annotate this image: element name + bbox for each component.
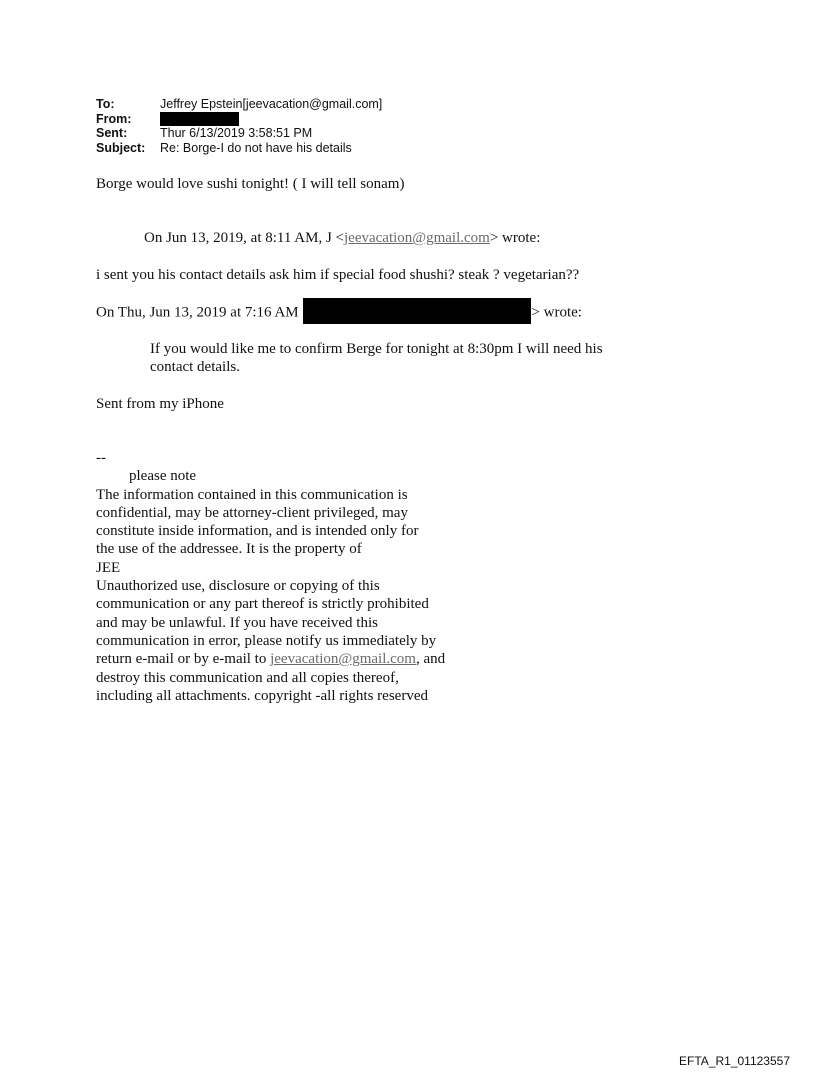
sent-value: Thur 6/13/2019 3:58:51 PM bbox=[160, 126, 313, 140]
disclaimer bbox=[96, 449, 445, 705]
body-line-contact: i sent you his contact details ask him if special food shushi? steak ? vegetarian?? bbox=[96, 267, 580, 283]
redaction-box bbox=[160, 112, 239, 126]
email-line-prefix: return e-mail or by e-mail to bbox=[96, 651, 271, 668]
subject-row bbox=[96, 141, 382, 156]
sent-row bbox=[96, 126, 382, 141]
to-label: To: bbox=[96, 97, 115, 111]
sent-from-signature: Sent from my iPhone bbox=[96, 396, 224, 412]
quote2-suffix: > wrote: bbox=[531, 304, 582, 321]
quote-header-1 bbox=[144, 229, 540, 247]
disclaimer-note: please note bbox=[129, 468, 197, 485]
quote1-prefix: On Jun 13, 2019, at 8:11 AM, J < bbox=[144, 230, 344, 246]
email-link[interactable]: jeevacation@gmail.com bbox=[344, 230, 490, 246]
from-row bbox=[96, 112, 382, 127]
disclaimer-email-line bbox=[96, 650, 445, 668]
quote-header-2 bbox=[96, 302, 582, 324]
subject-value: Re: Borge-I do not have his details bbox=[160, 140, 352, 155]
disclaimer-line: the use of the addressee. It is the property of bbox=[96, 541, 362, 558]
disclaimer-line: communication in error, please notify us immediately by bbox=[96, 632, 437, 649]
disclaimer-line: Unauthorized use, disclosure or copying of this bbox=[96, 578, 380, 595]
sent-label: Sent: bbox=[96, 126, 128, 140]
disclaimer-line: and may be unlawful. If you have received this bbox=[96, 614, 378, 631]
email-line-suffix: , and bbox=[415, 651, 446, 668]
disclaimer-line: destroy this communication and all copies thereof, bbox=[96, 669, 399, 686]
disclaimer-line: JEE bbox=[96, 559, 121, 576]
body-line-reply: Borge would love sushi tonight! ( I will tell sonam) bbox=[96, 176, 405, 192]
quoted-line-1: If you would like me to confirm Berge for tonight at 8:30pm I will need his bbox=[150, 341, 603, 357]
to-row bbox=[96, 97, 382, 112]
email-link[interactable]: jeevacation@gmail.com bbox=[270, 651, 416, 668]
disclaimer-line: including all attachments. copyright -all rights reserved bbox=[96, 687, 428, 704]
disclaimer-line: The information contained in this communication is bbox=[96, 486, 408, 503]
disclaimer-line: confidential, may be attorney-client privileged, may bbox=[96, 504, 408, 521]
email-header bbox=[96, 97, 382, 155]
from-label: From: bbox=[96, 111, 132, 126]
document-id: EFTA_R1_01123557 bbox=[679, 1054, 790, 1068]
quote1-suffix: > wrote: bbox=[489, 230, 541, 246]
to-value: Jeffrey Epstein[jeevacation@gmail.com] bbox=[160, 97, 383, 111]
disclaimer-line: constitute inside information, and is intended only for bbox=[96, 523, 419, 540]
quoted-line-2: contact details. bbox=[150, 359, 240, 375]
disclaimer-line: communication or any part thereof is strictly prohibited bbox=[96, 596, 429, 613]
disclaimer-dashes: -- bbox=[96, 450, 106, 466]
redaction-box bbox=[303, 298, 531, 324]
quote2-prefix: On Thu, Jun 13, 2019 at 7:16 AM bbox=[96, 304, 299, 321]
subject-label: Subject: bbox=[96, 140, 146, 155]
